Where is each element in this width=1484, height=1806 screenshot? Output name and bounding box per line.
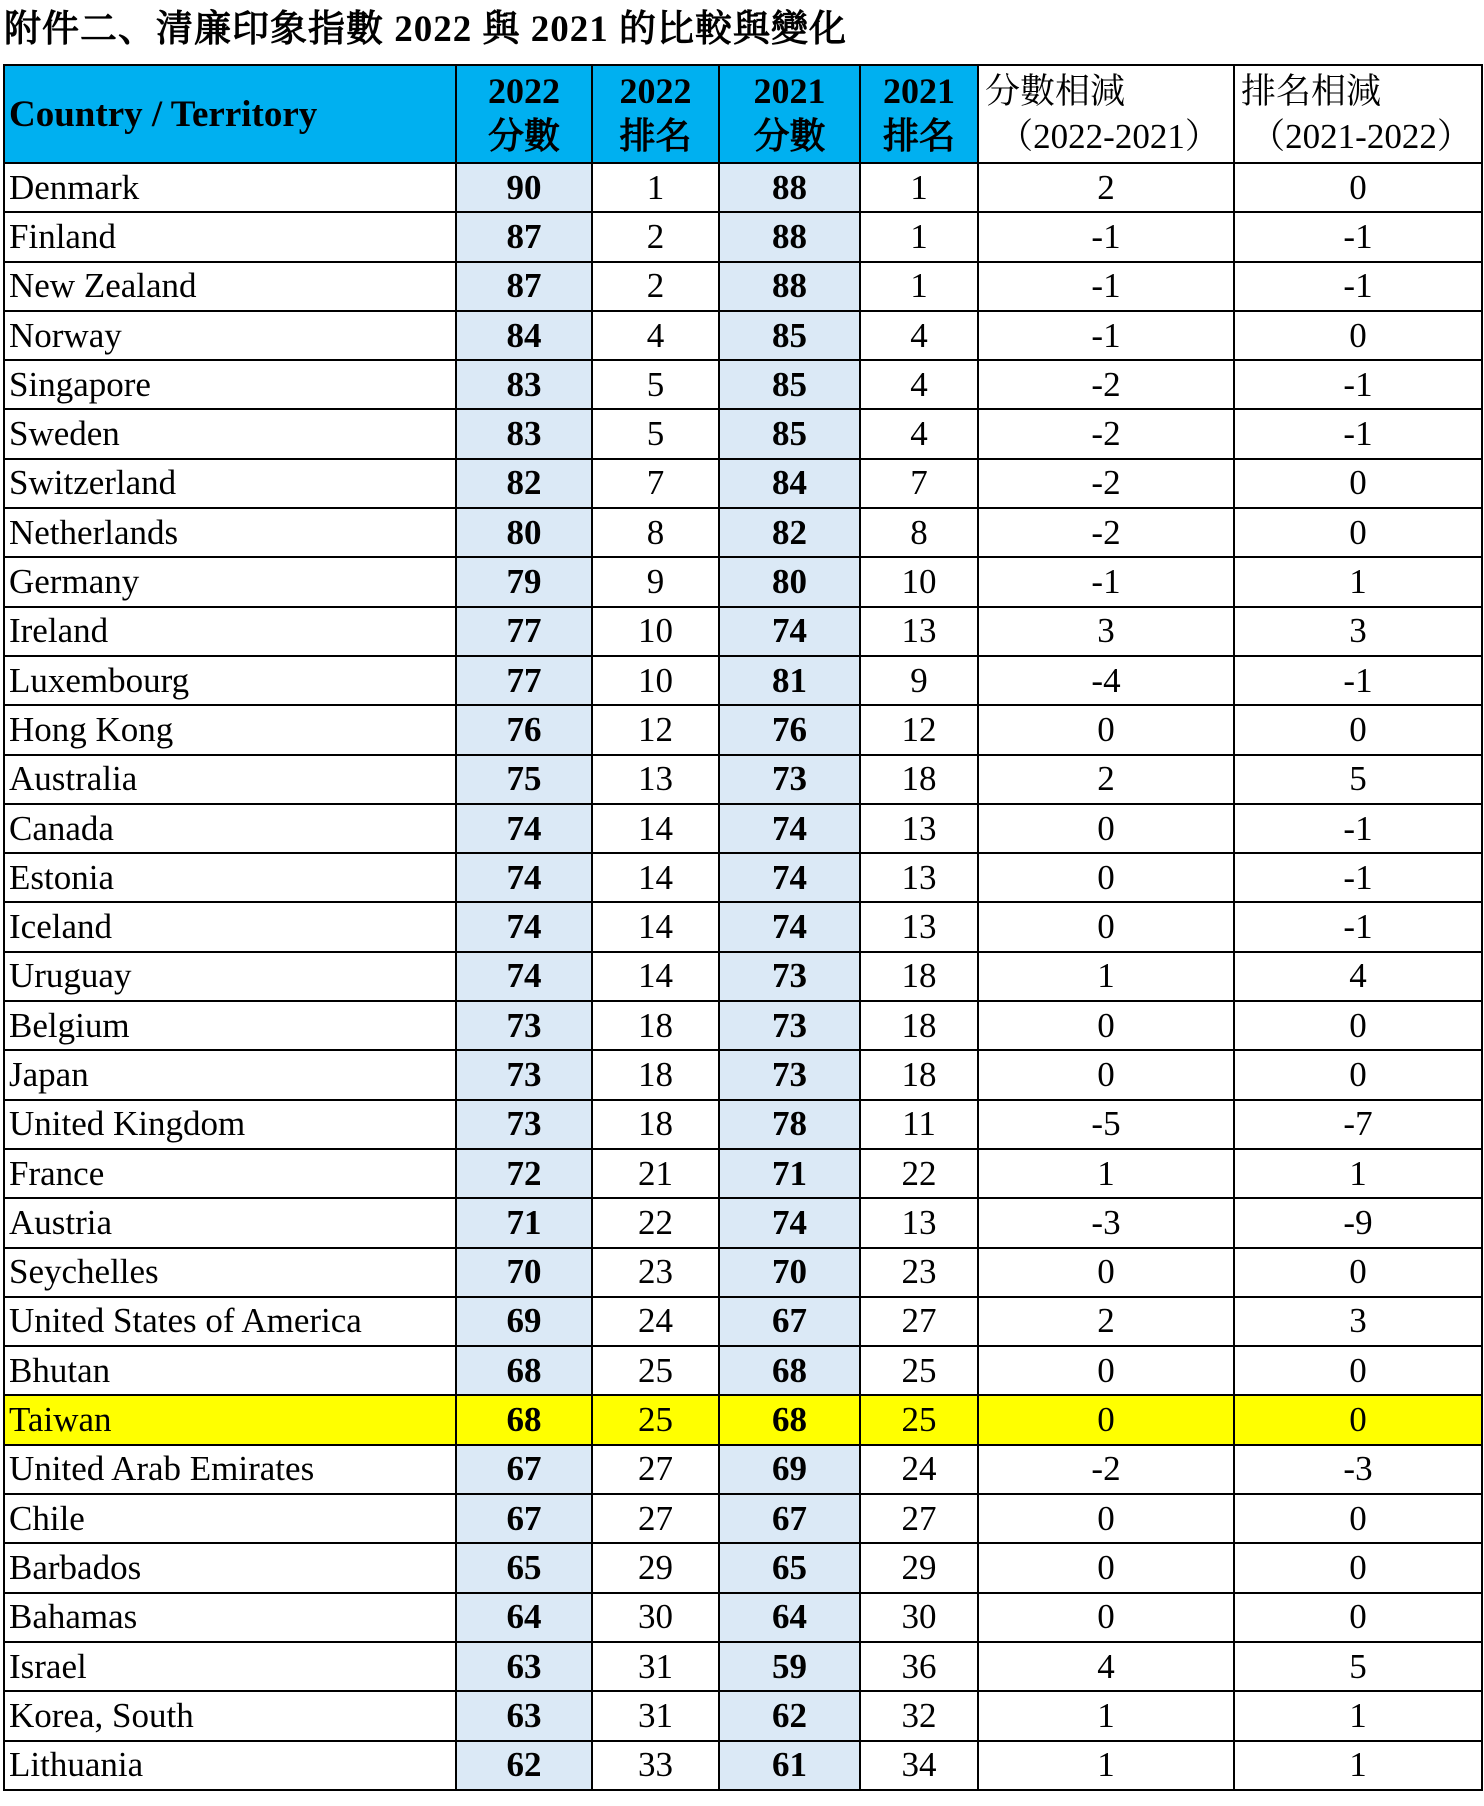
header-score-diff-range: （2022-2021）	[998, 117, 1220, 156]
cell-rank-2022: 18	[592, 1100, 719, 1149]
cell-score-2022: 70	[456, 1248, 592, 1297]
cell-country: Finland	[4, 212, 456, 261]
cell-rank-2021: 13	[860, 902, 978, 951]
header-rank-2021	[860, 65, 978, 163]
cell-score-2022: 69	[456, 1297, 592, 1346]
cell-score-2022: 76	[456, 705, 592, 754]
cell-rank-2021: 36	[860, 1642, 978, 1691]
cell-score-diff: -1	[978, 557, 1234, 606]
table-row	[4, 656, 1482, 705]
cell-score-diff: -2	[978, 508, 1234, 557]
cell-score-2021: 78	[719, 1100, 860, 1149]
cell-rank-diff: -1	[1234, 804, 1482, 853]
cell-rank-2021: 29	[860, 1543, 978, 1592]
cell-score-2021: 69	[719, 1445, 860, 1494]
cell-rank-2022: 2	[592, 212, 719, 261]
cell-score-2022: 83	[456, 360, 592, 409]
cell-score-2021: 73	[719, 755, 860, 804]
cell-rank-2022: 8	[592, 508, 719, 557]
cell-rank-diff: 0	[1234, 1001, 1482, 1050]
cell-country: Barbados	[4, 1543, 456, 1592]
cell-rank-2021: 4	[860, 409, 978, 458]
cell-rank-2021: 25	[860, 1395, 978, 1444]
header-rank-2021-label: 排名	[882, 116, 955, 156]
cell-score-diff: 0	[978, 902, 1234, 951]
cell-score-diff: -1	[978, 212, 1234, 261]
cell-score-diff: 0	[978, 804, 1234, 853]
cell-score-2022: 74	[456, 853, 592, 902]
cell-rank-2021: 12	[860, 705, 978, 754]
cell-score-2022: 73	[456, 1001, 592, 1050]
cell-rank-diff: -1	[1234, 853, 1482, 902]
cell-country: Hong Kong	[4, 705, 456, 754]
cell-rank-2022: 1	[592, 163, 719, 212]
table-row	[4, 1297, 1482, 1346]
cell-rank-2021: 25	[860, 1346, 978, 1395]
cell-rank-2021: 1	[860, 212, 978, 261]
table-row	[4, 952, 1482, 1001]
cell-score-2021: 85	[719, 360, 860, 409]
cell-score-2021: 74	[719, 1198, 860, 1247]
cell-score-2021: 81	[719, 656, 860, 705]
cell-country: Seychelles	[4, 1248, 456, 1297]
cell-score-2022: 77	[456, 607, 592, 656]
cell-score-2021: 65	[719, 1543, 860, 1592]
cell-score-2021: 70	[719, 1248, 860, 1297]
cell-rank-2021: 32	[860, 1691, 978, 1740]
cell-score-2021: 82	[719, 508, 860, 557]
cell-score-2021: 74	[719, 853, 860, 902]
cell-country: France	[4, 1149, 456, 1198]
table-row	[4, 508, 1482, 557]
cell-score-2022: 73	[456, 1050, 592, 1099]
table-row	[4, 311, 1482, 360]
cell-score-diff: 0	[978, 705, 1234, 754]
cell-rank-2022: 24	[592, 1297, 719, 1346]
cell-rank-2022: 7	[592, 459, 719, 508]
cell-rank-2022: 5	[592, 360, 719, 409]
cell-score-2022: 62	[456, 1741, 592, 1790]
cell-rank-2022: 25	[592, 1395, 719, 1444]
cell-score-2022: 74	[456, 804, 592, 853]
cell-score-2021: 67	[719, 1494, 860, 1543]
header-rank-diff-label: 排名相減	[1241, 72, 1382, 111]
cell-rank-2022: 30	[592, 1593, 719, 1642]
cell-country: Austria	[4, 1198, 456, 1247]
cell-rank-2021: 27	[860, 1494, 978, 1543]
cell-rank-diff: 3	[1234, 607, 1482, 656]
cell-score-2021: 73	[719, 952, 860, 1001]
cell-rank-diff: -7	[1234, 1100, 1482, 1149]
cell-rank-2021: 1	[860, 262, 978, 311]
cell-rank-2022: 4	[592, 311, 719, 360]
table-row	[4, 212, 1482, 261]
cell-rank-2022: 21	[592, 1149, 719, 1198]
cell-rank-diff: 0	[1234, 705, 1482, 754]
cell-score-diff: 0	[978, 853, 1234, 902]
header-score-2022	[456, 65, 592, 163]
header-score-2021	[719, 65, 860, 163]
cell-score-2021: 88	[719, 212, 860, 261]
cell-rank-diff: 5	[1234, 1642, 1482, 1691]
cell-score-2022: 74	[456, 952, 592, 1001]
cell-rank-2022: 31	[592, 1691, 719, 1740]
cell-rank-2022: 14	[592, 804, 719, 853]
cell-score-diff: 1	[978, 1149, 1234, 1198]
cell-score-2021: 59	[719, 1642, 860, 1691]
cell-score-diff: -2	[978, 459, 1234, 508]
cell-rank-2022: 14	[592, 902, 719, 951]
cell-rank-diff: 0	[1234, 1494, 1482, 1543]
cell-rank-2021: 10	[860, 557, 978, 606]
cell-score-diff: 0	[978, 1050, 1234, 1099]
cell-rank-diff: 1	[1234, 557, 1482, 606]
cell-rank-2021: 13	[860, 853, 978, 902]
cell-score-2022: 68	[456, 1346, 592, 1395]
header-score-diff	[978, 65, 1234, 163]
cpi-comparison-table	[3, 64, 1483, 1791]
cell-rank-2022: 14	[592, 952, 719, 1001]
cell-country: Bhutan	[4, 1346, 456, 1395]
cell-score-2021: 71	[719, 1149, 860, 1198]
cell-country: Israel	[4, 1642, 456, 1691]
cell-rank-diff: 3	[1234, 1297, 1482, 1346]
cell-rank-diff: -3	[1234, 1445, 1482, 1494]
cell-country: Norway	[4, 311, 456, 360]
header-country: Country / Territory	[4, 65, 456, 163]
cell-rank-2022: 33	[592, 1741, 719, 1790]
table-row	[4, 1198, 1482, 1247]
cell-rank-diff: -1	[1234, 212, 1482, 261]
table-row	[4, 1593, 1482, 1642]
cell-rank-2022: 22	[592, 1198, 719, 1247]
cell-rank-2021: 4	[860, 311, 978, 360]
cell-country: Estonia	[4, 853, 456, 902]
cell-score-2022: 63	[456, 1642, 592, 1691]
table-row	[4, 1741, 1482, 1790]
cell-score-2021: 80	[719, 557, 860, 606]
cell-rank-diff: 1	[1234, 1741, 1482, 1790]
cell-score-diff: 0	[978, 1494, 1234, 1543]
header-score-2021-label: 分數	[753, 116, 826, 156]
cell-score-diff: -1	[978, 262, 1234, 311]
cell-rank-2021: 13	[860, 1198, 978, 1247]
cell-score-diff: -2	[978, 409, 1234, 458]
table-header-row	[4, 65, 1482, 163]
cell-score-2021: 73	[719, 1001, 860, 1050]
cell-rank-diff: 0	[1234, 1395, 1482, 1444]
cell-score-diff: -2	[978, 1445, 1234, 1494]
cell-rank-2021: 1	[860, 163, 978, 212]
cell-country: Germany	[4, 557, 456, 606]
table-row	[4, 1445, 1482, 1494]
table-row	[4, 1494, 1482, 1543]
table-row	[4, 557, 1482, 606]
table-row	[4, 360, 1482, 409]
cell-score-2022: 65	[456, 1543, 592, 1592]
header-score-diff-label: 分數相減	[985, 72, 1126, 111]
cell-rank-2021: 9	[860, 656, 978, 705]
cell-rank-2021: 11	[860, 1100, 978, 1149]
cell-rank-diff: 0	[1234, 1543, 1482, 1592]
cell-country: Switzerland	[4, 459, 456, 508]
cell-rank-2021: 18	[860, 952, 978, 1001]
cell-score-2021: 74	[719, 607, 860, 656]
cell-score-diff: -2	[978, 360, 1234, 409]
cell-score-2021: 85	[719, 311, 860, 360]
cell-rank-2021: 34	[860, 1741, 978, 1790]
cell-rank-diff: -1	[1234, 656, 1482, 705]
cell-rank-diff: 0	[1234, 311, 1482, 360]
cell-score-2021: 74	[719, 902, 860, 951]
cell-score-2022: 79	[456, 557, 592, 606]
cell-country: New Zealand	[4, 262, 456, 311]
cell-rank-diff: 4	[1234, 952, 1482, 1001]
cell-score-2022: 67	[456, 1494, 592, 1543]
cell-rank-diff: -1	[1234, 360, 1482, 409]
cell-score-diff: 2	[978, 163, 1234, 212]
cell-country: United Kingdom	[4, 1100, 456, 1149]
table-row	[4, 1642, 1482, 1691]
cell-rank-2021: 8	[860, 508, 978, 557]
cell-rank-2022: 25	[592, 1346, 719, 1395]
cell-rank-diff: 1	[1234, 1149, 1482, 1198]
cell-score-2022: 87	[456, 262, 592, 311]
cell-score-2021: 67	[719, 1297, 860, 1346]
cell-country: Lithuania	[4, 1741, 456, 1790]
page-title: 附件二、清廉印象指數 2022 與 2021 的比較與變化	[4, 9, 847, 50]
cell-score-2022: 77	[456, 656, 592, 705]
cell-score-2022: 75	[456, 755, 592, 804]
cell-rank-2021: 22	[860, 1149, 978, 1198]
cell-rank-2022: 18	[592, 1001, 719, 1050]
cell-rank-2022: 9	[592, 557, 719, 606]
cell-rank-2021: 18	[860, 1050, 978, 1099]
cell-rank-2021: 27	[860, 1297, 978, 1346]
header-rank-diff-range: （2021-2022）	[1250, 117, 1472, 156]
cell-country: Belgium	[4, 1001, 456, 1050]
cell-score-diff: 1	[978, 952, 1234, 1001]
cell-score-2022: 80	[456, 508, 592, 557]
table-row	[4, 705, 1482, 754]
cell-country: Ireland	[4, 607, 456, 656]
cell-country: Sweden	[4, 409, 456, 458]
cell-score-2021: 85	[719, 409, 860, 458]
cell-rank-2022: 10	[592, 656, 719, 705]
cell-rank-2022: 10	[592, 607, 719, 656]
cell-rank-2022: 13	[592, 755, 719, 804]
cell-country: Luxembourg	[4, 656, 456, 705]
cell-score-2022: 84	[456, 311, 592, 360]
cell-score-2021: 62	[719, 1691, 860, 1740]
cell-score-2022: 72	[456, 1149, 592, 1198]
cell-score-2022: 87	[456, 212, 592, 261]
cell-score-2022: 82	[456, 459, 592, 508]
cell-rank-2021: 13	[860, 804, 978, 853]
cell-rank-diff: -1	[1234, 409, 1482, 458]
cell-score-2022: 73	[456, 1100, 592, 1149]
cell-score-2022: 63	[456, 1691, 592, 1740]
cell-country: Australia	[4, 755, 456, 804]
cell-rank-diff: 0	[1234, 459, 1482, 508]
cell-rank-2022: 18	[592, 1050, 719, 1099]
cell-rank-2022: 12	[592, 705, 719, 754]
table-row	[4, 853, 1482, 902]
table-row	[4, 1691, 1482, 1740]
header-rank-2022	[592, 65, 719, 163]
cell-rank-diff: 5	[1234, 755, 1482, 804]
table-row	[4, 1543, 1482, 1592]
cell-score-diff: 0	[978, 1593, 1234, 1642]
cell-rank-2022: 31	[592, 1642, 719, 1691]
table-row	[4, 755, 1482, 804]
header-score-2022-label: 分數	[487, 116, 560, 156]
cell-score-2021: 73	[719, 1050, 860, 1099]
cell-rank-2022: 27	[592, 1445, 719, 1494]
table-row	[4, 262, 1482, 311]
table-row	[4, 902, 1482, 951]
cell-score-diff: 0	[978, 1001, 1234, 1050]
table-row	[4, 1248, 1482, 1297]
cell-rank-2022: 29	[592, 1543, 719, 1592]
cell-score-2021: 74	[719, 804, 860, 853]
cell-country: Uruguay	[4, 952, 456, 1001]
header-score-2022-year: 2022	[488, 71, 560, 111]
cell-country: Japan	[4, 1050, 456, 1099]
cell-country: Chile	[4, 1494, 456, 1543]
cell-rank-2022: 27	[592, 1494, 719, 1543]
table-body	[4, 163, 1482, 1790]
cell-rank-2022: 14	[592, 853, 719, 902]
cell-country: Taiwan	[4, 1395, 456, 1444]
cell-rank-diff: -9	[1234, 1198, 1482, 1247]
cell-score-2021: 88	[719, 163, 860, 212]
cell-score-2022: 67	[456, 1445, 592, 1494]
cell-score-2021: 64	[719, 1593, 860, 1642]
table-row	[4, 1346, 1482, 1395]
table-row	[4, 1149, 1482, 1198]
cell-country: Denmark	[4, 163, 456, 212]
cell-rank-diff: 0	[1234, 1248, 1482, 1297]
cell-rank-2021: 13	[860, 607, 978, 656]
cell-score-2022: 74	[456, 902, 592, 951]
cell-rank-2021: 18	[860, 755, 978, 804]
cell-country: Singapore	[4, 360, 456, 409]
cell-score-diff: 0	[978, 1543, 1234, 1592]
cell-country: Korea, South	[4, 1691, 456, 1740]
cell-country: Netherlands	[4, 508, 456, 557]
cell-score-2022: 64	[456, 1593, 592, 1642]
cell-rank-2022: 5	[592, 409, 719, 458]
cell-score-diff: 0	[978, 1395, 1234, 1444]
cell-rank-diff: 1	[1234, 1691, 1482, 1740]
cell-score-diff: 2	[978, 755, 1234, 804]
header-rank-2021-year: 2021	[883, 71, 955, 111]
cell-score-2022: 71	[456, 1198, 592, 1247]
cell-score-2022: 90	[456, 163, 592, 212]
header-rank-2022-label: 排名	[619, 116, 692, 156]
cell-rank-diff: 0	[1234, 1346, 1482, 1395]
table-row	[4, 1100, 1482, 1149]
cell-score-diff: 4	[978, 1642, 1234, 1691]
cell-score-diff: 2	[978, 1297, 1234, 1346]
cell-rank-2021: 18	[860, 1001, 978, 1050]
cell-country: Canada	[4, 804, 456, 853]
cell-score-2022: 68	[456, 1395, 592, 1444]
cell-score-2021: 84	[719, 459, 860, 508]
header-rank-diff	[1234, 65, 1482, 163]
cell-score-diff: -5	[978, 1100, 1234, 1149]
cell-rank-diff: -1	[1234, 262, 1482, 311]
table-row	[4, 409, 1482, 458]
cell-rank-2022: 2	[592, 262, 719, 311]
cell-rank-2021: 24	[860, 1445, 978, 1494]
cell-score-2021: 68	[719, 1346, 860, 1395]
cell-rank-2021: 7	[860, 459, 978, 508]
cell-score-2021: 61	[719, 1741, 860, 1790]
cell-score-2021: 76	[719, 705, 860, 754]
cell-country: Iceland	[4, 902, 456, 951]
cell-rank-diff: 0	[1234, 1593, 1482, 1642]
table-row	[4, 1001, 1482, 1050]
cell-rank-2021: 4	[860, 360, 978, 409]
cell-score-2022: 83	[456, 409, 592, 458]
cell-score-diff: -4	[978, 656, 1234, 705]
cell-country: United States of America	[4, 1297, 456, 1346]
header-rank-2022-year: 2022	[619, 71, 692, 111]
cell-country: Bahamas	[4, 1593, 456, 1642]
cell-rank-diff: -1	[1234, 902, 1482, 951]
cell-score-2021: 68	[719, 1395, 860, 1444]
table-row-highlighted	[4, 1395, 1482, 1444]
table-row	[4, 804, 1482, 853]
cell-rank-diff: 0	[1234, 508, 1482, 557]
cell-rank-diff: 0	[1234, 1050, 1482, 1099]
cell-score-diff: -1	[978, 311, 1234, 360]
cell-score-diff: 3	[978, 607, 1234, 656]
table-row	[4, 1050, 1482, 1099]
header-score-2021-year: 2021	[753, 71, 826, 111]
cell-country: United Arab Emirates	[4, 1445, 456, 1494]
table-row	[4, 607, 1482, 656]
table-row	[4, 163, 1482, 212]
cell-score-2021: 88	[719, 262, 860, 311]
cell-rank-2021: 30	[860, 1593, 978, 1642]
table-row	[4, 459, 1482, 508]
cell-rank-diff: 0	[1234, 163, 1482, 212]
cell-score-diff: 1	[978, 1691, 1234, 1740]
cell-score-diff: 0	[978, 1248, 1234, 1297]
cell-score-diff: -3	[978, 1198, 1234, 1247]
cell-rank-2022: 23	[592, 1248, 719, 1297]
cell-score-diff: 1	[978, 1741, 1234, 1790]
cell-rank-2021: 23	[860, 1248, 978, 1297]
cell-score-diff: 0	[978, 1346, 1234, 1395]
